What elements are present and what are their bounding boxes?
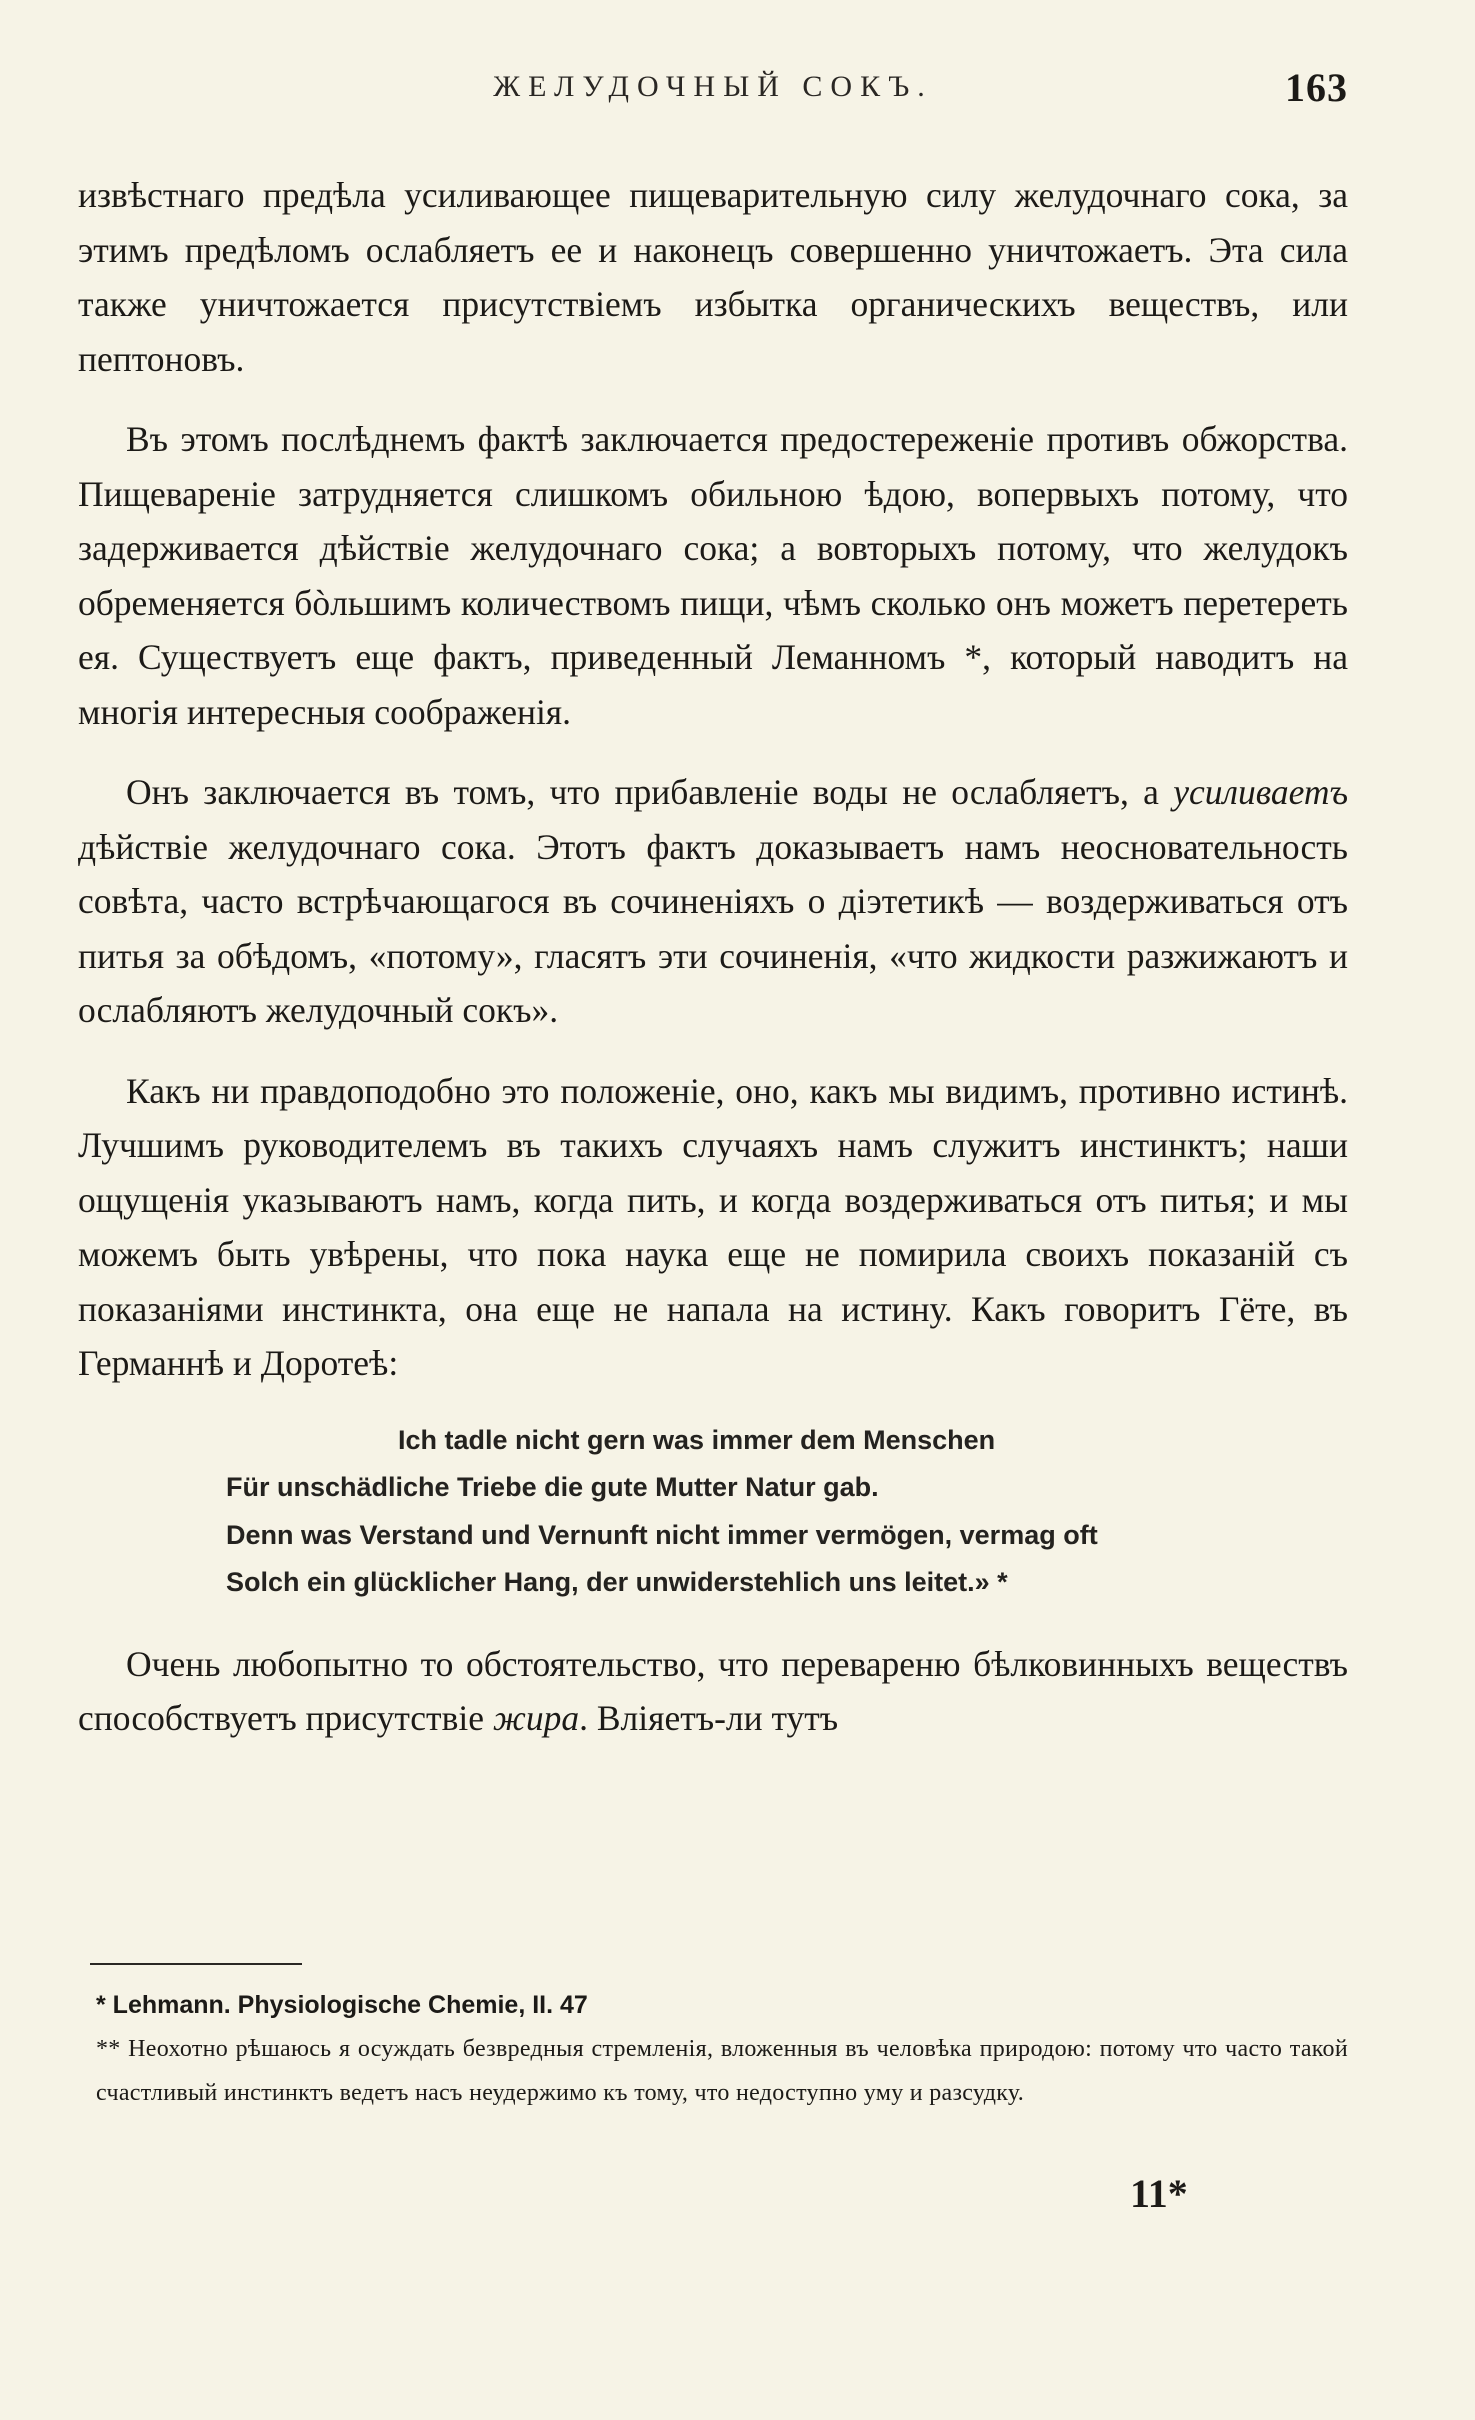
paragraph-5-text-a: Очень любопытно то обстоятельство, что перевареню бѣлковинныхъ веществъ способствуетъ присутствіе xyxy=(78,1643,1348,1738)
paragraph-5-text-b: . Вліяетъ-ли тутъ xyxy=(579,1698,839,1738)
footnote-1: * Lehmann. Physiologische Chemie, II. 47 xyxy=(96,1991,588,2019)
paragraph-4: Какъ ни правдоподобно это положеніе, оно, какъ мы видимъ, противно истинѣ. Лучшимъ руководителемъ въ такихъ случаяхъ намъ служитъ инстинктъ; наши ощущенія указываютъ намъ, когда пить, и когда воздерживаться отъ питья; и мы можемъ быть увѣрены, что пока наука еще не помирила своихъ показаній съ показаніями инстинкта, она еще не напала на истину. Какъ говоритъ Гёте, въ Германнѣ и Доротеѣ: xyxy=(78,1070,1348,1383)
quote-line-1: Ich tadle nicht gern was immer dem Menschen xyxy=(398,1424,996,1455)
page-number: 163 xyxy=(1285,65,1348,110)
paragraph-3 xyxy=(78,765,1348,1038)
running-title: ЖЕЛУДОЧНЫЙ СОКЪ. xyxy=(493,70,933,103)
paragraph-2: Въ этомъ послѣднемъ фактѣ заключается предостереженіе противъ обжорства. Пищевареніе затрудняется слишкомъ обильною ѣдою, вопервыхъ потому, что задерживается дѣйствіе желудочнаго сока; а вовторыхъ потому, что желудокъ обременяется бòльшимъ количествомъ пищи, чѣмъ сколько онъ можетъ перетереть ея. Существуетъ еще фактъ, приведенный Леманномъ *, который наводитъ на многія интересныя соображенія. xyxy=(78,419,1348,732)
body-text xyxy=(78,168,1348,1772)
footnote-2: ** Неохотно рѣшаюсь я осуждать безвредныя стремленія, вложенныя въ человѣка природою: потому что часто такой счастливый инстинктъ ведетъ насъ неудержимо къ тому, что недоступно уму и разсудку. xyxy=(96,2036,1348,2106)
running-head xyxy=(78,65,1348,130)
quote-line-3: Denn was Verstand und Vernunft nicht immer vermögen, vermag oft xyxy=(226,1519,1098,1550)
paragraph-3-emphasis: усиливаетъ xyxy=(1173,772,1348,812)
goethe-quote xyxy=(226,1417,1348,1607)
paragraph-5-emphasis: жира xyxy=(492,1698,580,1738)
signature-mark: 11* xyxy=(1130,2171,1188,2216)
quote-line-2: Für unschädliche Triebe die gute Mutter Natur gab. xyxy=(226,1472,879,1502)
footnote-divider xyxy=(90,1963,302,1965)
paragraph-5 xyxy=(78,1637,1348,1746)
quote-line-4: Solch ein glücklicher Hang, der unwiderstehlich uns leitet.» * xyxy=(226,1567,1008,1597)
footnotes xyxy=(78,1983,1348,2115)
paragraph-3-text-a: Онъ заключается въ томъ, что прибавленіе воды не ослабляетъ, а xyxy=(126,772,1174,812)
paragraph-3-text-b: дѣйствіе желудочнаго сока. Этотъ фактъ доказываетъ намъ неосновательность совѣта, часто встрѣчающагося въ сочиненіяхъ о діэтетикѣ — воздерживаться отъ питья за обѣдомъ, «потому», гласятъ эти сочиненія, «что жидкости разжижаютъ и ослабляютъ желудочный сокъ». xyxy=(78,826,1348,1030)
paragraph-1: извѣстнаго предѣла усиливающее пищеварительную силу желудочнаго сока, за этимъ предѣломъ ослабляетъ ее и наконецъ совершенно уничтожаетъ. Эта сила также уничтожается присутствіемъ избытка органическихъ веществъ, или пептоновъ. xyxy=(78,175,1348,379)
